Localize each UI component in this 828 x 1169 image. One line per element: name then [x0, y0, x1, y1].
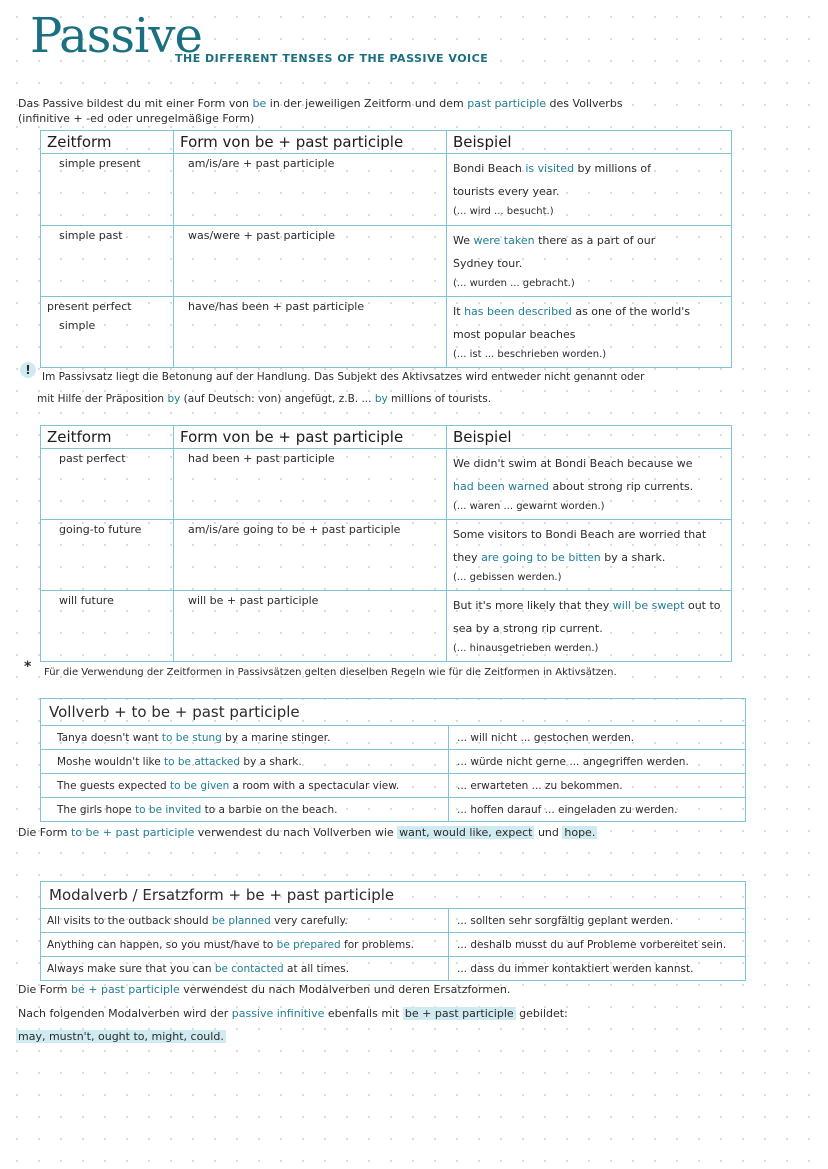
tense-line: simple — [59, 319, 96, 332]
example-text: as one of the world's — [571, 305, 690, 318]
example-text: The guests expected — [57, 779, 171, 792]
example-cell — [447, 226, 732, 297]
example-verb: were taken — [473, 234, 535, 247]
translation-cell: ... will nicht ... gestochen werden. — [449, 726, 746, 750]
example-verb: be contacted — [214, 962, 284, 975]
example-verb: to be stung — [161, 731, 222, 744]
example-text: very carefully. — [270, 914, 348, 927]
note1-line-1: Im Passivsatz liegt die Betonung auf der Handlung. Das Subjekt des Aktivsatzes wird entweder nicht genannt oder — [42, 371, 645, 383]
example-line — [453, 546, 725, 569]
note-text: millions of tourists. — [387, 393, 492, 405]
example-cell — [41, 726, 449, 750]
example-line — [453, 300, 725, 323]
translation-cell: ... dass du immer kontaktiert werden kannst. — [449, 957, 746, 981]
form-cell: am/is/are going to be + past participle — [174, 520, 447, 591]
tense-line: present perfect — [47, 300, 132, 313]
note-text: verwendest du nach Vollverben wie — [194, 826, 398, 839]
intro-text: Das Passive bildest du mit einer Form von — [18, 97, 253, 110]
tense-cell: going-to future — [41, 520, 174, 591]
intro-line-2: (infinitive + -ed oder unregelmäßige Form) — [18, 112, 255, 125]
example-translation: (... waren ... gewarnt worden.) — [453, 501, 605, 512]
example-cell — [41, 798, 449, 822]
example-cell — [447, 297, 732, 368]
asterisk-icon: * — [24, 659, 32, 675]
example-text: for problems. — [340, 938, 415, 951]
page-title: Passive — [30, 8, 202, 64]
example-text: Bondi Beach — [453, 162, 526, 175]
example-cell — [41, 933, 449, 957]
vollverb-table — [40, 698, 746, 822]
translation-cell: ... deshalb musst du auf Probleme vorbereitet sein. — [449, 933, 746, 957]
modalverb-list — [16, 1030, 226, 1043]
note-by: by — [167, 393, 181, 405]
example-line: tourists every year. — [453, 185, 560, 198]
header-form: Form von be + past participle — [174, 426, 447, 449]
example-cell — [447, 591, 732, 662]
form-cell: will be + past participle — [174, 591, 447, 662]
note-text: Die Form — [18, 826, 71, 839]
header-beispiel: Beispiel — [447, 131, 732, 154]
example-cell — [41, 750, 449, 774]
example-verb: be prepared — [276, 938, 341, 951]
example-text: by a shark. — [240, 755, 302, 768]
example-text: Anything can happen, so you must/have to — [47, 938, 277, 951]
note-text: verwendest du nach Modalverben und deren Ersatzformen. — [179, 983, 511, 996]
note-text: ebenfalls mit — [324, 1007, 403, 1020]
example-cell — [447, 520, 732, 591]
note-text: Nach folgenden Modalverben wird der — [18, 1007, 232, 1020]
table-header-row — [41, 882, 746, 909]
tense-cell: simple past — [41, 226, 174, 297]
note1-line-2 — [37, 393, 491, 405]
translation-cell: ... würde nicht gerne ... angegriffen werden. — [449, 750, 746, 774]
translation-cell: ... sollten sehr sorgfältig geplant werden. — [449, 909, 746, 933]
tense-cell: will future — [41, 591, 174, 662]
example-cell — [41, 774, 449, 798]
tense-cell: past perfect — [41, 449, 174, 520]
header-form: Form von be + past participle — [174, 131, 447, 154]
example-text: Moshe wouldn't like — [57, 755, 164, 768]
table-row — [41, 750, 746, 774]
intro-text: in der jeweiligen Zeitform und dem — [266, 97, 468, 110]
table-header-row — [41, 131, 732, 154]
note-text: und — [534, 826, 563, 839]
example-verb: has been described — [464, 305, 572, 318]
translation-cell: ... hoffen darauf ... eingeladen zu werden. — [449, 798, 746, 822]
example-text: Always make sure that you can — [47, 962, 215, 975]
vollverb-note — [18, 826, 597, 839]
table-row — [41, 449, 732, 520]
example-text: by millions of — [574, 162, 652, 175]
form-cell: was/were + past participle — [174, 226, 447, 297]
example-line: Sydney tour. — [453, 257, 523, 270]
example-translation: (... wird ... besucht.) — [453, 206, 554, 217]
note-by: by — [374, 393, 388, 405]
example-line — [453, 229, 725, 252]
example-verb: to be invited — [135, 803, 202, 816]
vollverb-header: Vollverb + to be + past participle — [41, 699, 746, 726]
page-subtitle: THE DIFFERENT TENSES OF THE PASSIVE VOICE — [175, 52, 489, 65]
form-cell: am/is/are + past participle — [174, 154, 447, 226]
intro-pp: past participle — [467, 97, 547, 110]
table-row — [41, 726, 746, 750]
header-zeitform: Zeitform — [41, 426, 174, 449]
translation-cell: ... erwarteten ... zu bekommen. — [449, 774, 746, 798]
table-row — [41, 774, 746, 798]
example-text: about strong rip currents. — [548, 480, 694, 493]
tense-cell — [41, 297, 174, 368]
table-row — [41, 591, 732, 662]
example-text: by a shark. — [600, 551, 666, 564]
note-form: be + past participle — [404, 1007, 514, 1020]
note-text: (auf Deutsch: von) angefügt, z.B. ... — [180, 393, 375, 405]
example-verb: to be given — [170, 779, 230, 792]
note-text: gebildet: — [515, 1007, 568, 1020]
example-line — [453, 157, 725, 180]
table-header-row — [41, 699, 746, 726]
example-line: We didn't swim at Bondi Beach because we — [453, 457, 693, 470]
note-form: be + past participle — [71, 983, 180, 996]
header-zeitform: Zeitform — [41, 131, 174, 154]
tense-table-2 — [40, 425, 732, 662]
example-text: by a marine stinger. — [221, 731, 331, 744]
example-text: Tanya doesn't want — [57, 731, 162, 744]
tense-cell: simple present — [41, 154, 174, 226]
example-text: It — [453, 305, 465, 318]
form-cell: have/has been + past participle — [174, 297, 447, 368]
table-row — [41, 226, 732, 297]
table-row — [41, 798, 746, 822]
modalverb-header: Modalverb / Ersatzform + be + past participle — [41, 882, 746, 909]
example-cell — [447, 449, 732, 520]
note2-text: Für die Verwendung der Zeitformen in Passivsätzen gelten dieselben Regeln wie für die Zeitformen in Aktivsätzen. — [44, 667, 617, 678]
note-text: Die Form — [18, 983, 71, 996]
example-text: But it's more likely that they — [453, 599, 613, 612]
example-text: The girls hope — [57, 803, 136, 816]
example-text: We — [453, 234, 474, 247]
note-form: to be + past participle — [71, 826, 195, 839]
example-verb: to be attacked — [164, 755, 241, 768]
table-header-row — [41, 426, 732, 449]
intro-line-1 — [18, 97, 623, 110]
example-line — [453, 594, 725, 617]
table-row — [41, 957, 746, 981]
intro-text: des Vollverbs — [546, 97, 623, 110]
example-line: Some visitors to Bondi Beach are worried that — [453, 528, 707, 541]
note-form: passive infinitive — [231, 1007, 325, 1020]
example-translation: (... wurden ... gebracht.) — [453, 278, 575, 289]
table-row — [41, 909, 746, 933]
example-text: they — [453, 551, 482, 564]
example-translation: (... ist ... beschrieben worden.) — [453, 349, 607, 360]
modalverb-note-2 — [18, 1007, 568, 1020]
example-verb: be planned — [211, 914, 271, 927]
form-cell: had been + past participle — [174, 449, 447, 520]
example-text: out to — [684, 599, 721, 612]
example-text: All visits to the outback should — [47, 914, 212, 927]
example-cell — [41, 957, 449, 981]
example-verb: are going to be bitten — [481, 551, 601, 564]
table-row — [41, 520, 732, 591]
modalverb-note-1 — [18, 983, 510, 996]
table-row — [41, 297, 732, 368]
example-cell — [41, 909, 449, 933]
table-row — [41, 154, 732, 226]
tense-table-1 — [40, 130, 732, 368]
example-text: at all times. — [283, 962, 350, 975]
table-row — [41, 933, 746, 957]
example-text: to a barbie on the beach. — [201, 803, 338, 816]
example-verb: is visited — [525, 162, 575, 175]
modalverb-table — [40, 881, 746, 981]
example-verb: had been warned — [453, 480, 549, 493]
example-text: there as a part of our — [534, 234, 656, 247]
exclamation-icon: ! — [20, 362, 36, 378]
note-verbs: hope. — [564, 826, 596, 839]
example-cell — [447, 154, 732, 226]
note-text: mit Hilfe der Präposition — [37, 393, 168, 405]
note-verbs: want, would like, expect — [399, 826, 533, 839]
intro-be: be — [252, 97, 267, 110]
example-line: sea by a strong rip current. — [453, 622, 603, 635]
example-line — [453, 475, 725, 498]
header-beispiel: Beispiel — [447, 426, 732, 449]
example-text: a room with a spectacular view. — [229, 779, 400, 792]
example-verb: will be swept — [612, 599, 685, 612]
example-translation: (... hinausgetrieben werden.) — [453, 643, 599, 654]
example-translation: (... gebissen werden.) — [453, 572, 562, 583]
example-line: most popular beaches — [453, 328, 576, 341]
modal-verbs: may, mustn't, ought to, might, could. — [18, 1030, 224, 1043]
